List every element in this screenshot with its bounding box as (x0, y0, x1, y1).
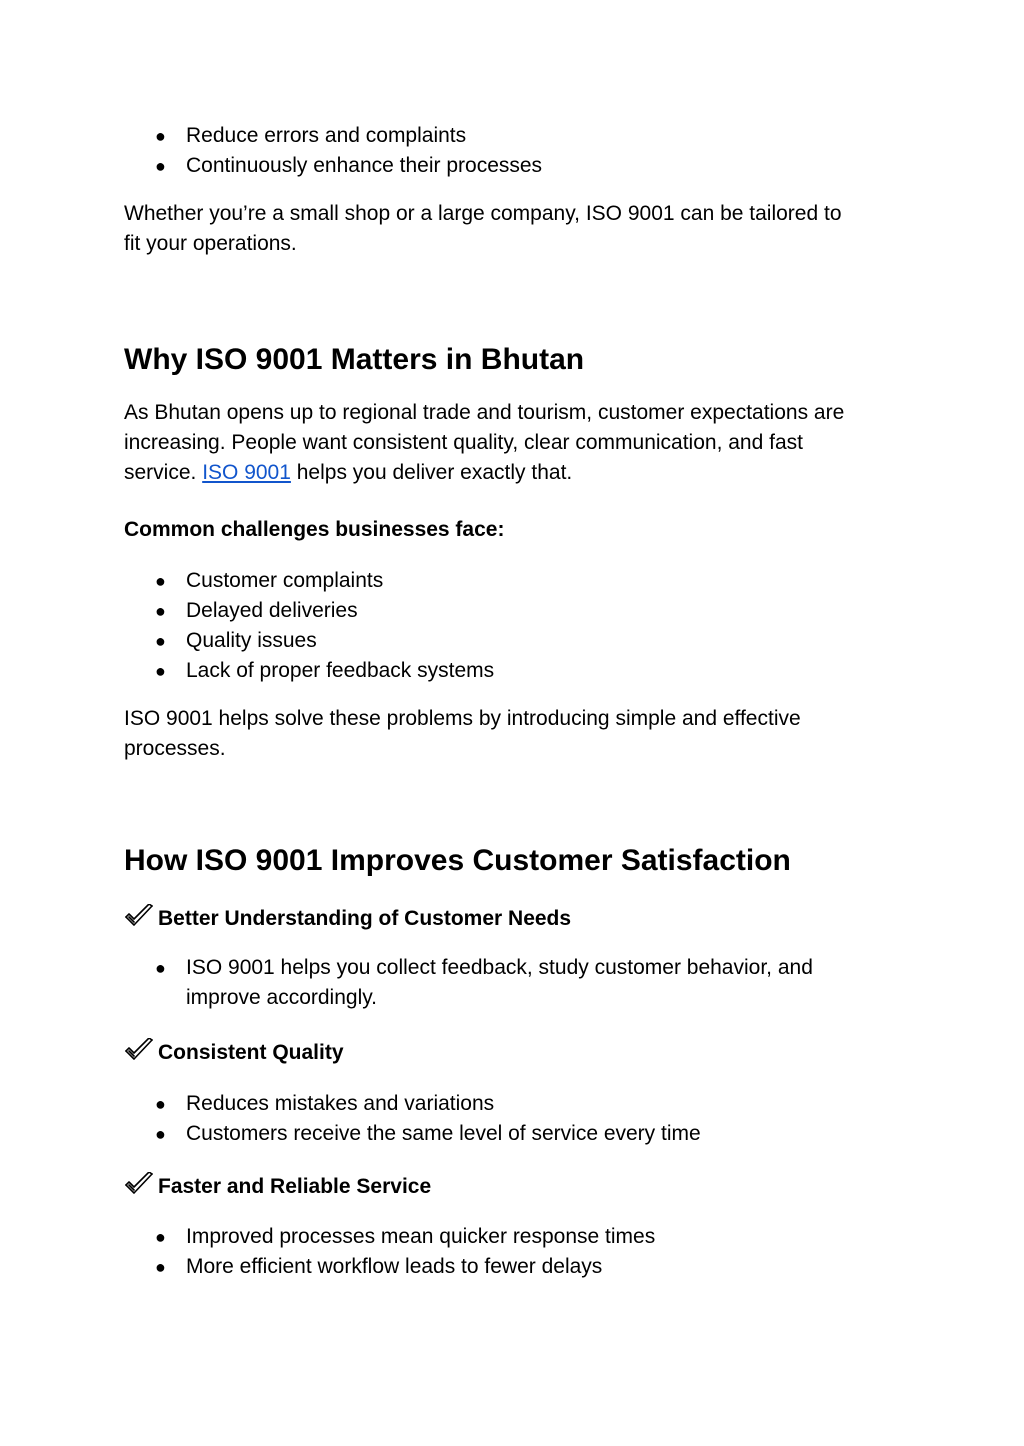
challenge-item: Lack of proper feedback systems (186, 659, 495, 682)
section-heading-how-iso-9001: How ISO 9001 Improves Customer Satisfaction (124, 844, 791, 877)
point-title-text: Consistent Quality (158, 1041, 344, 1064)
bullet-dot: ● (155, 1257, 166, 1277)
challenges-label: Common challenges businesses face: (124, 518, 505, 541)
challenge-item: Delayed deliveries (186, 599, 358, 622)
point1-bullet-line-1: ISO 9001 helps you collect feedback, study customer behavior, and (186, 956, 813, 979)
point-title-faster-service (124, 1172, 431, 1202)
section1-paragraph-line-3 (124, 458, 572, 488)
section1-paragraph-line-1: As Bhutan opens up to regional trade and tourism, customer expectations are (124, 401, 845, 424)
point3-bullet: More efficient workflow leads to fewer delays (186, 1255, 603, 1278)
bullet-dot: ● (155, 661, 166, 681)
bullet-dot: ● (155, 1227, 166, 1247)
bullet-dot: ● (155, 1094, 166, 1114)
iso-9001-link[interactable]: ISO 9001 (202, 461, 291, 484)
point3-bullet: Improved processes mean quicker response times (186, 1225, 656, 1248)
point1-bullet-line-2: improve accordingly. (186, 986, 378, 1009)
bullet-dot: ● (155, 631, 166, 651)
section1-closing-line-2: processes. (124, 737, 226, 760)
section1-closing-line-1: ISO 9001 helps solve these problems by introducing simple and effective (124, 707, 801, 730)
intro-paragraph-line-1: Whether you’re a small shop or a large company, ISO 9001 can be tailored to (124, 202, 842, 225)
bullet-dot: ● (155, 958, 166, 978)
challenge-item: Customer complaints (186, 569, 384, 592)
section-heading-why-iso-9001: Why ISO 9001 Matters in Bhutan (124, 343, 585, 376)
bullet-dot: ● (155, 156, 166, 176)
point-title-text: Faster and Reliable Service (158, 1175, 432, 1198)
point2-bullet: Customers receive the same level of service every time (186, 1122, 701, 1145)
challenge-item: Quality issues (186, 629, 317, 652)
bullet-dot: ● (155, 1124, 166, 1144)
intro-bullet-1: Reduce errors and complaints (186, 124, 467, 147)
point-title-text: Better Understanding of Customer Needs (158, 907, 572, 930)
intro-bullet-2: Continuously enhance their processes (186, 154, 543, 177)
intro-paragraph-line-2: fit your operations. (124, 232, 297, 255)
bullet-dot: ● (155, 571, 166, 591)
point2-bullet: Reduces mistakes and variations (186, 1092, 495, 1115)
bullet-dot: ● (155, 601, 166, 621)
paragraph-prefix: service. (124, 461, 203, 484)
paragraph-suffix: helps you deliver exactly that. (290, 461, 573, 484)
bullet-dot: ● (155, 126, 166, 146)
section1-paragraph-line-2: increasing. People want consistent quality, clear communication, and fast (124, 431, 803, 454)
check-mark-icon (124, 1172, 154, 1196)
point-title-consistent-quality (124, 1038, 344, 1068)
check-mark-icon (124, 1038, 154, 1062)
point-title-customer-needs (124, 904, 571, 934)
check-mark-icon (124, 904, 154, 928)
